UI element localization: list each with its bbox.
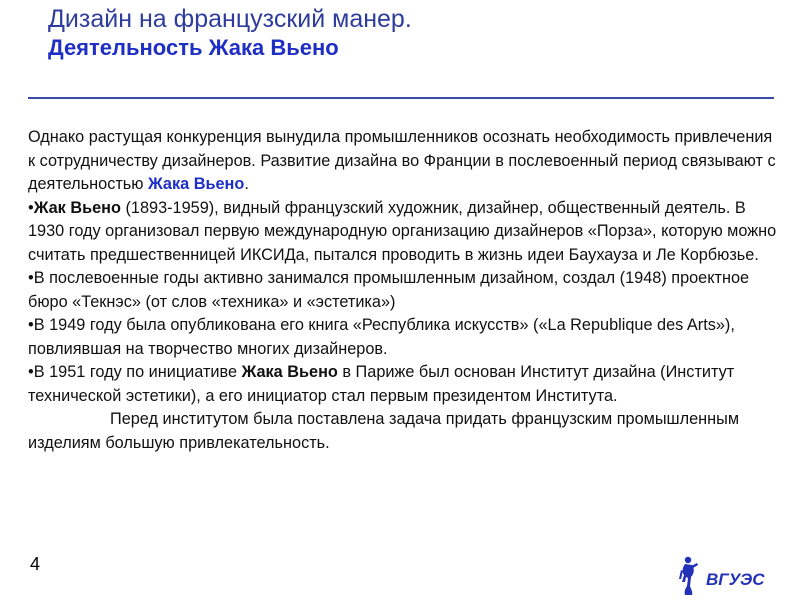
bullet-1-marker: • [28,198,34,217]
slide-subtitle: Деятельность Жака Вьено [48,35,339,60]
slide-title-block [48,4,768,62]
intro-paragraph [28,126,778,197]
bullet-4 [28,361,778,408]
bullet-1-name: Жак Вьено [33,198,121,217]
university-logo-icon [676,552,772,598]
bullet-4-text-end: в Париже был основан Институт дизайна (Институт технической эстетики), а его инициатор стал первым президентом Института. [28,363,735,405]
title-divider [28,97,774,99]
slide-body [28,126,778,455]
slide-title: Дизайн на французский манер. [48,5,412,33]
page-number: 4 [30,554,41,574]
intro-text: Однако растущая конкуренция вынудила промышленников осознать необходимость привлечения к сотрудничеству дизайнеров. Развитие дизайна во Франции в послевоенный период связывают с деятельностью [28,128,776,193]
bullet-4-text-start: •В 1951 году по инициативе [28,363,242,381]
intro-end: . [244,175,249,193]
logo-text: ВГУЭС [706,570,765,589]
bullet-2: •В послевоенные годы активно занимался промышленным дизайном, создал (1948) проектное бюро «Текнэс» (от слов «техника» и «эстетика») [28,269,750,311]
closing-paragraph [28,408,778,455]
intro-highlight-name: Жака Вьено [148,175,245,193]
bullet-1-text: (1893-1959), видный французский художник, дизайнер, общественный деятель. В 1930 году организовал первую международную организацию дизайнеров «Порза», которую можно считать предшественницей ИКСИДа, пытался проводить в жизнь идеи Баухауза и Ле Корбюзье. [28,198,777,264]
closing-text: Перед институтом была поставлена задача придать французским промышленным изделиям большую привлекательность. [28,410,740,452]
university-logo [676,552,772,598]
bullet-3: •В 1949 году была опубликована его книга «Республика искусств» («La Republique des Arts»), повлиявшая на творчество многих дизайнеров. [28,316,735,358]
bullet-4-name: Жака Вьено [241,363,338,381]
bullet-1 [28,197,778,268]
